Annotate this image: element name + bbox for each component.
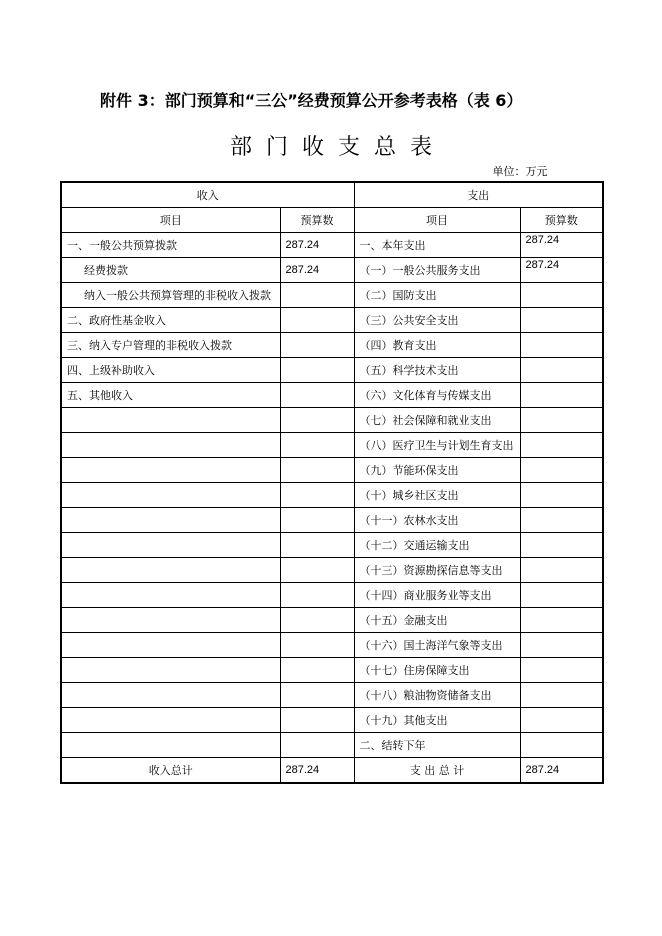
expense-amount-cell: [520, 657, 603, 682]
income-item-cell: 四、上级补助收入: [61, 357, 280, 382]
expense-amount-cell: [520, 407, 603, 432]
table-row: [61, 457, 603, 482]
expense-amount-cell: [520, 582, 603, 607]
income-item-cell: 二、政府性基金收入: [61, 307, 280, 332]
budget-summary-table: [60, 181, 604, 784]
table-row: [61, 682, 603, 707]
page-title: 部门收支总表: [229, 135, 446, 160]
expense-amount-cell: [520, 282, 603, 307]
expense-item-cell: （四）教育支出: [354, 332, 520, 357]
income-item-cell: [61, 657, 280, 682]
table-row: [61, 407, 603, 432]
income-amount-cell: [280, 707, 354, 732]
income-item-cell: 五、其他收入: [61, 382, 280, 407]
income-item-cell: [61, 457, 280, 482]
income-amount-cell: [280, 582, 354, 607]
income-item-cell: [61, 632, 280, 657]
income-item-header: 项目: [61, 207, 280, 232]
expense-item-cell: （五）科学技术支出: [354, 357, 520, 382]
expense-item-cell: （六）文化体育与传媒支出: [354, 382, 520, 407]
income-item-cell: 经费拨款: [61, 257, 280, 282]
income-amount-cell: [280, 482, 354, 507]
income-amount-cell: [280, 632, 354, 657]
expense-item-cell: （八）医疗卫生与计划生育支出: [354, 432, 520, 457]
expense-item-cell: （一）一般公共服务支出: [354, 257, 520, 282]
expense-amount-header: 预算数: [520, 207, 603, 232]
income-amount-cell: [280, 532, 354, 557]
expense-amount-cell: [520, 732, 603, 757]
expense-amount-cell: [520, 507, 603, 532]
expense-amount-cell: [520, 432, 603, 457]
expense-item-cell: （二）国防支出: [354, 282, 520, 307]
table-row: [61, 257, 603, 282]
table-row: [61, 707, 603, 732]
expense-item-cell: （九）节能环保支出: [354, 457, 520, 482]
total-row: [61, 757, 603, 783]
income-amount-header: 预算数: [280, 207, 354, 232]
expense-section-header: 支出: [354, 182, 603, 207]
income-amount-cell: [280, 307, 354, 332]
income-amount-cell: [280, 657, 354, 682]
expense-item-cell: （十九）其他支出: [354, 707, 520, 732]
expense-item-cell: （十五）金融支出: [354, 607, 520, 632]
table-row: [61, 232, 603, 257]
table-row: [61, 732, 603, 757]
expense-item-cell: （十）城乡社区支出: [354, 482, 520, 507]
income-amount-cell: [280, 407, 354, 432]
expense-amount-cell: [520, 682, 603, 707]
income-item-cell: [61, 482, 280, 507]
table-row: [61, 357, 603, 382]
expense-item-cell: （十三）资源勘探信息等支出: [354, 557, 520, 582]
table-row: [61, 632, 603, 657]
income-amount-cell: [280, 332, 354, 357]
income-amount-cell: [280, 432, 354, 457]
table-row: [61, 482, 603, 507]
income-item-cell: 三、纳入专户管理的非税收入拨款: [61, 332, 280, 357]
expense-amount-cell: [520, 357, 603, 382]
income-amount-cell: [280, 382, 354, 407]
expense-amount-cell: [520, 307, 603, 332]
income-item-cell: [61, 432, 280, 457]
table-row: [61, 282, 603, 307]
column-header-row: [61, 207, 603, 232]
income-item-cell: [61, 682, 280, 707]
expense-amount-cell: [520, 482, 603, 507]
expense-item-cell: （十四）商业服务业等支出: [354, 582, 520, 607]
income-amount-cell: [280, 682, 354, 707]
income-amount-cell: [280, 507, 354, 532]
expense-amount-cell: [520, 457, 603, 482]
table-row: [61, 307, 603, 332]
expense-item-cell: （十八）粮油物资储备支出: [354, 682, 520, 707]
income-item-cell: [61, 557, 280, 582]
expense-amount-cell: [520, 557, 603, 582]
income-amount-cell: [280, 282, 354, 307]
expense-item-header: 项目: [354, 207, 520, 232]
expense-item-cell: （三）公共安全支出: [354, 307, 520, 332]
expense-amount-cell: 287.24: [520, 257, 603, 282]
attachment-heading: 附件 3：部门预算和“三公”经费预算公开参考表格（表 6）: [100, 91, 523, 110]
expense-amount-cell: [520, 382, 603, 407]
section-header-row: [61, 182, 603, 207]
expense-amount-cell: [520, 707, 603, 732]
table-row: [61, 582, 603, 607]
expense-item-cell: 二、结转下年: [354, 732, 520, 757]
expense-item-cell: 一、本年支出: [354, 232, 520, 257]
table-row: [61, 507, 603, 532]
table-row: [61, 382, 603, 407]
income-item-cell: [61, 707, 280, 732]
expense-item-cell: （十二）交通运输支出: [354, 532, 520, 557]
expense-amount-cell: [520, 632, 603, 657]
expense-amount-cell: [520, 332, 603, 357]
income-item-cell: [61, 532, 280, 557]
income-total-value: 287.24: [280, 757, 354, 783]
income-item-cell: [61, 732, 280, 757]
income-amount-cell: [280, 457, 354, 482]
income-total-label: 收入总计: [61, 757, 280, 783]
income-item-cell: 纳入一般公共预算管理的非税收入拨款: [61, 282, 280, 307]
income-item-cell: [61, 407, 280, 432]
expense-item-cell: （十一）农林水支出: [354, 507, 520, 532]
income-item-cell: 一、一般公共预算拨款: [61, 232, 280, 257]
table-row: [61, 332, 603, 357]
expense-total-value: 287.24: [520, 757, 603, 783]
expense-item-cell: （七）社会保障和就业支出: [354, 407, 520, 432]
table-row: [61, 432, 603, 457]
income-item-cell: [61, 607, 280, 632]
expense-item-cell: （十七）住房保障支出: [354, 657, 520, 682]
unit-label: 单位：万元: [492, 165, 548, 178]
table-row: [61, 532, 603, 557]
expense-item-cell: （十六）国土海洋气象等支出: [354, 632, 520, 657]
expense-amount-cell: 287.24: [520, 232, 603, 257]
income-amount-cell: [280, 732, 354, 757]
income-amount-cell: [280, 557, 354, 582]
expense-amount-cell: [520, 532, 603, 557]
income-amount-cell: 287.24: [280, 257, 354, 282]
table-row: [61, 557, 603, 582]
income-amount-cell: [280, 607, 354, 632]
income-item-cell: [61, 582, 280, 607]
income-item-cell: [61, 507, 280, 532]
income-amount-cell: [280, 357, 354, 382]
expense-amount-cell: [520, 607, 603, 632]
income-amount-cell: 287.24: [280, 232, 354, 257]
table-row: [61, 657, 603, 682]
table-row: [61, 607, 603, 632]
expense-total-label: 支 出 总 计: [354, 757, 520, 783]
income-section-header: 收入: [61, 182, 354, 207]
